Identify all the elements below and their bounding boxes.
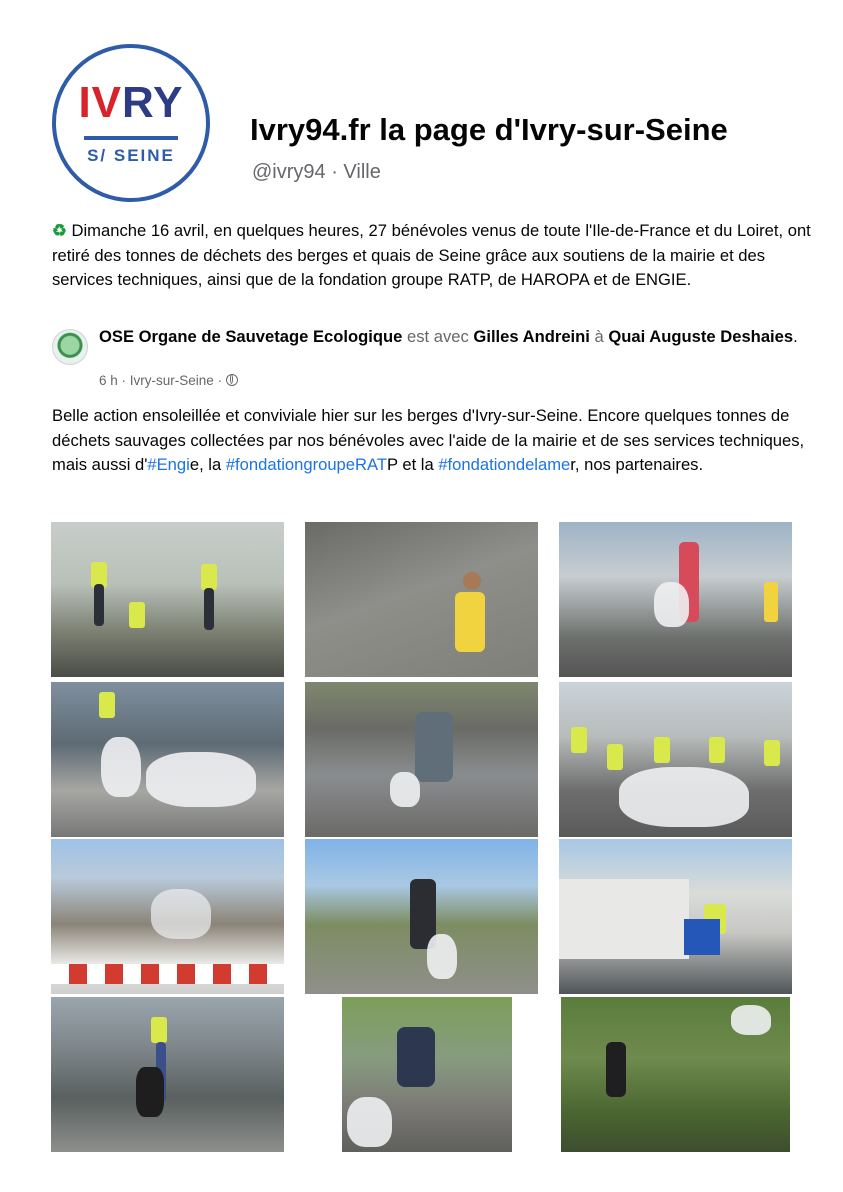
at-text: à — [589, 327, 609, 346]
ivry-logo[interactable] — [52, 44, 210, 202]
logo-wordmark: IVRY — [78, 78, 184, 127]
globe-icon — [226, 374, 238, 386]
photo-3[interactable] — [559, 522, 792, 677]
post-text — [52, 219, 812, 293]
photo-6[interactable] — [559, 682, 792, 837]
photo-10[interactable] — [51, 997, 284, 1152]
meta-separator: · — [213, 373, 226, 388]
body-text-4: r, nos partenaires. — [570, 455, 704, 474]
page-title[interactable]: Ivry94.fr la page d'Ivry-sur-Seine — [250, 112, 728, 147]
photo-5[interactable] — [305, 682, 538, 837]
author-link[interactable]: OSE Organe de Sauvetage Ecologique — [99, 327, 403, 346]
hashtag-fondation-mer[interactable]: #fondationdelame — [438, 455, 571, 474]
period: . — [793, 327, 798, 346]
post-location[interactable]: Ivry-sur-Seine — [129, 373, 214, 388]
meta-separator: · — [117, 373, 130, 388]
body-text-3: P et la — [386, 455, 439, 474]
photo-7[interactable] — [51, 839, 284, 994]
hashtag-fondation-ratp[interactable]: #fondationgroupeRAT — [225, 455, 387, 474]
body-text-2: e, la — [189, 455, 226, 474]
body-text-1: Belle action ensoleillée et conviviale hier sur les berges d'Ivry-sur-Seine. Encore quelques tonnes de déchets sauvages collectées par nos bénévoles avec l'aide de la mairie et de ses services techniques, mais aussi d' — [52, 406, 805, 474]
photo-8[interactable] — [305, 839, 538, 994]
place-link[interactable]: Quai Auguste Deshaies — [608, 327, 794, 346]
page-handle: @ivry94 · Ville — [252, 161, 381, 183]
photo-12[interactable] — [561, 997, 790, 1152]
post-meta — [99, 373, 238, 388]
with-text: est avec — [402, 327, 474, 346]
post-body: Dimanche 16 avril, en quelques heures, 27 bénévoles venus de toute l'Ile-de-France et du Loiret, ont retiré des tonnes de déchets des berges et quais de Seine grâce aux soutiens de la mairie et des services techniques, ainsi que de la fondation groupe RATP, de HAROPA et de ENGIE. — [52, 221, 811, 289]
tagged-person-link[interactable]: Gilles Andreini — [473, 327, 590, 346]
photo-1[interactable] — [51, 522, 284, 677]
hashtag-engie[interactable]: #Engi — [147, 455, 190, 474]
logo-divider — [84, 136, 178, 140]
photo-4[interactable] — [51, 682, 284, 837]
shared-body — [52, 404, 812, 478]
page-header — [52, 44, 812, 210]
photo-2[interactable] — [305, 522, 538, 677]
photo-11[interactable] — [342, 997, 512, 1152]
recycle-icon: ♻ — [52, 221, 67, 240]
shared-attribution — [99, 325, 809, 348]
photo-9[interactable] — [559, 839, 792, 994]
post-time[interactable]: 6 h — [99, 373, 118, 388]
avatar[interactable] — [52, 329, 88, 365]
logo-subtitle: S/ SEINE — [87, 146, 175, 165]
